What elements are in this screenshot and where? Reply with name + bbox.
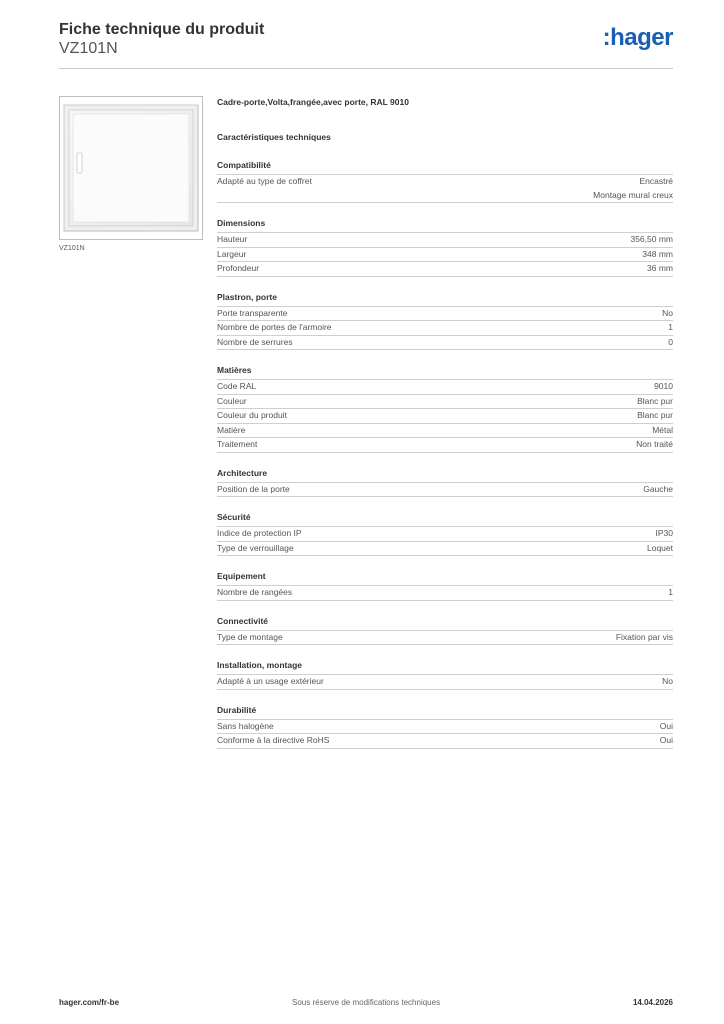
spec-row (217, 675, 673, 690)
spec-label: Couleur du produit (217, 410, 287, 420)
section-title: Equipement (217, 570, 673, 586)
spec-value (643, 483, 673, 497)
spec-row (217, 233, 673, 248)
spec-row (217, 409, 673, 424)
spec-value (656, 527, 674, 541)
spec-value (652, 424, 673, 438)
product-image (59, 96, 203, 240)
section-title: Matières (217, 364, 673, 380)
spec-row (217, 542, 673, 557)
spec-value (660, 720, 673, 734)
spec-value (637, 395, 673, 409)
spec-label: Position de la porte (217, 483, 290, 494)
spec-value-line: 1 (668, 322, 673, 332)
header-divider (59, 68, 673, 69)
spec-value-line: Oui (659, 720, 673, 731)
section-title: Compatibilité (217, 159, 673, 175)
spec-section (217, 217, 673, 277)
spec-value-line: Métal (652, 424, 673, 435)
spec-value (647, 262, 673, 276)
spec-label: Adapté au type de coffret (217, 176, 312, 186)
spec-value (637, 409, 673, 423)
spec-value-line: No (662, 676, 673, 686)
product-name: Cadre-porte,Volta,frangée,avec porte, RAL 9010 (217, 97, 409, 107)
spec-row (217, 395, 673, 410)
section-title: Sécurité (217, 511, 673, 527)
spec-label: Largeur (217, 248, 247, 259)
footer-note: Sous réserve de modifications techniques (292, 998, 441, 1007)
spec-value (662, 307, 673, 321)
spec-value (662, 675, 673, 689)
spec-label: Nombre de rangées (217, 587, 293, 597)
spec-label: Hauteur (217, 234, 248, 244)
section-title: Connectivité (217, 615, 673, 631)
spec-value-line: Montage mural creux (593, 189, 673, 200)
spec-label: Indice de protection IP (217, 528, 302, 538)
spec-label: Porte transparente (217, 307, 288, 318)
image-caption: VZ101N (59, 245, 85, 252)
spec-label: Type de verrouillage (217, 542, 294, 553)
spec-value-line: 0 (668, 336, 673, 347)
section-title: Dimensions (217, 217, 673, 233)
spec-value (616, 631, 673, 645)
spec-section (217, 467, 673, 498)
footer-website: hager.com/fr-be (59, 998, 120, 1007)
spec-section (217, 570, 673, 601)
spec-value-line: Gauche (643, 483, 673, 494)
spec-value-line: 1 (668, 587, 673, 597)
hager-logo: :hager (602, 24, 673, 51)
spec-content (217, 95, 673, 749)
spec-label: Couleur (217, 395, 247, 406)
spec-row (217, 631, 673, 646)
spec-row (217, 438, 673, 453)
spec-label: Adapté à un usage extérieur (217, 676, 324, 686)
spec-label: Code RAL (217, 381, 257, 391)
spec-section (217, 615, 673, 646)
spec-label: Profondeur (217, 263, 260, 273)
spec-label: Type de montage (217, 631, 283, 642)
spec-value-line: Fixation par vis (615, 631, 673, 642)
section-title: Plastron, porte (217, 291, 673, 307)
spec-row (217, 483, 673, 498)
spec-row (217, 380, 673, 395)
spec-row (217, 175, 673, 203)
spec-row (217, 321, 673, 336)
spec-row (217, 586, 673, 601)
spec-value-line: IP30 (655, 528, 673, 538)
spec-sections (217, 159, 673, 749)
spec-value-line: No (662, 307, 673, 318)
spec-row (217, 424, 673, 439)
spec-value-line: Oui (659, 735, 673, 745)
spec-value-line: Blanc pur (637, 410, 673, 420)
spec-value-line: 36 mm (647, 263, 673, 273)
spec-value (660, 734, 673, 748)
door-frame-illustration (60, 97, 202, 239)
spec-value (630, 233, 673, 247)
spec-value-line: Encastré (639, 176, 673, 186)
spec-row (217, 262, 673, 277)
page-header (59, 20, 673, 68)
spec-value-line: Loquet (647, 542, 673, 553)
spec-section (217, 291, 673, 351)
spec-value (654, 380, 673, 394)
spec-value-line: 348 mm (642, 248, 673, 259)
spec-value-line: 9010 (654, 381, 673, 391)
spec-value (642, 248, 673, 262)
spec-row (217, 248, 673, 263)
spec-section (217, 364, 673, 453)
spec-value-line: Non traité (636, 439, 673, 449)
spec-value (668, 336, 673, 350)
spec-section (217, 511, 673, 556)
spec-value-line: 356,50 mm (630, 234, 673, 244)
spec-value-line: Blanc pur (637, 395, 673, 406)
spec-section (217, 159, 673, 203)
spec-label: Nombre de portes de l'armoire (217, 322, 332, 332)
spec-label: Sans halogène (217, 720, 274, 731)
section-title: Installation, montage (217, 659, 673, 675)
spec-value (647, 542, 673, 556)
footer-date: 14.04.2026 (632, 998, 673, 1007)
spec-row (217, 720, 673, 735)
spec-row (217, 527, 673, 542)
spec-label: Matière (217, 424, 246, 435)
spec-value (593, 175, 673, 202)
product-reference: VZ101N (59, 40, 118, 57)
section-title: Durabilité (217, 704, 673, 720)
document-title: Fiche technique du produit (59, 21, 265, 38)
spec-heading: Caractéristiques techniques (217, 132, 331, 142)
spec-row (217, 734, 673, 749)
spec-section (217, 659, 673, 690)
spec-label: Nombre de serrures (217, 336, 293, 347)
spec-label: Conforme à la directive RoHS (217, 735, 330, 745)
spec-label: Traitement (217, 439, 258, 449)
spec-row (217, 336, 673, 351)
spec-section (217, 704, 673, 749)
spec-value (668, 321, 673, 335)
spec-value (636, 438, 673, 452)
spec-row (217, 307, 673, 322)
section-title: Architecture (217, 467, 673, 483)
spec-value (668, 586, 673, 600)
